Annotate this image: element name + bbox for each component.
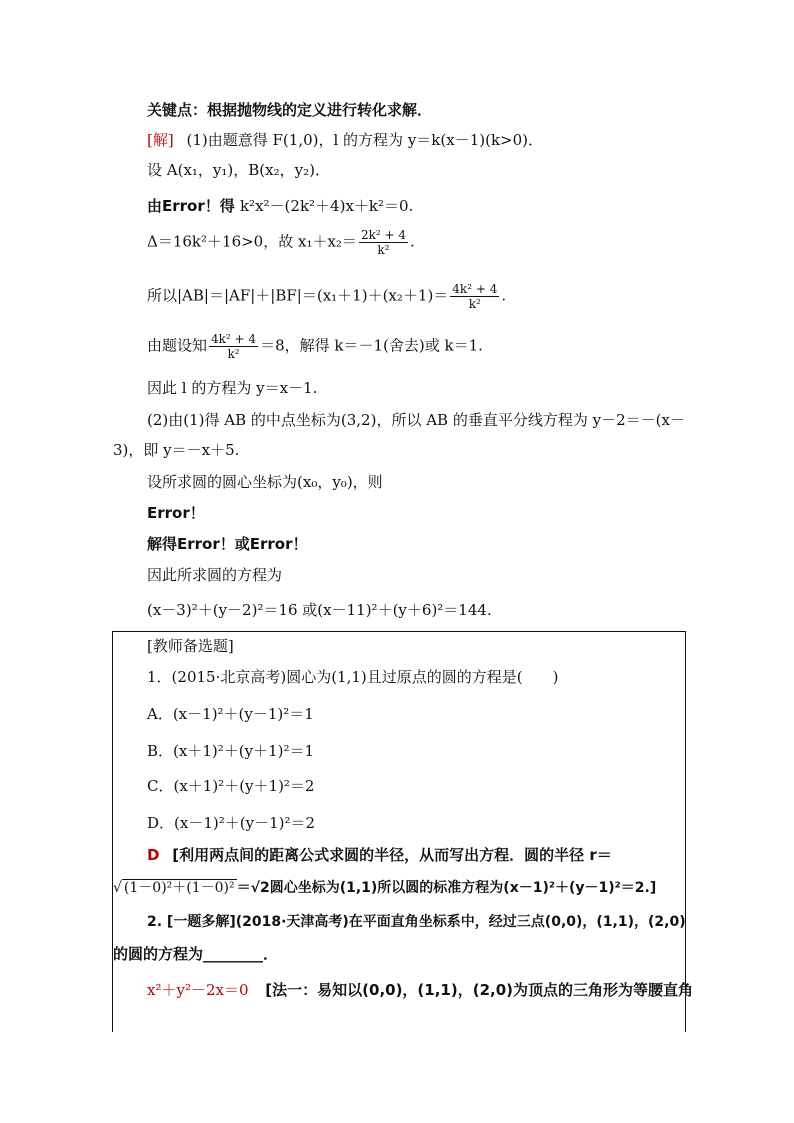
fraction-denominator: k² xyxy=(468,297,481,311)
equation: Δ＝16k²＋16>0，故 x₁＋x₂＝ xyxy=(147,232,357,251)
fraction-denominator: k² xyxy=(377,243,390,257)
fraction-numerator: 4k² + 4 xyxy=(211,332,257,346)
equation: ＝8，解得 k＝－1(舍去)或 k＝1. xyxy=(260,336,483,355)
answer-equation: x²＋y²－2x＝0 xyxy=(147,981,249,999)
equation: 由题设知 xyxy=(147,336,208,355)
equation: 所以|AB|＝|AF|＋|BF|＝(x₁＋1)＋(x₂＋1)＝ xyxy=(147,286,449,305)
option-c: C．(x＋1)²＋(y＋1)²＝2 xyxy=(147,777,315,795)
option-a: A．(x－1)²＋(y－1)²＝1 xyxy=(147,705,314,723)
answer-explanation: [法一：易知以(0,0)，(1,1)，(2,0)为顶点的三角形为等腰直角 xyxy=(265,981,694,999)
solution-line-13: 因此所求圆的方程为 xyxy=(147,566,283,584)
solution-line-5 xyxy=(147,282,506,311)
solution-line-1 xyxy=(147,130,543,150)
solution-line-2: 设 A(x₁，y₁)，B(x₂，y₂)． xyxy=(147,161,330,179)
solution-line-9: 3)，即 y＝－x＋5. xyxy=(113,441,240,459)
solution-line-14: (x－3)²＋(y－2)²＝16 或(x－11)²＋(y＋6)²＝144. xyxy=(147,601,492,619)
solution-line-6 xyxy=(147,332,483,361)
answer-explanation: [利用两点间的距离公式求圆的半径，从而写出方程．圆的半径 r＝ xyxy=(172,846,612,864)
solution-line-8: (2)由(1)得 AB 的中点坐标为(3,2)，所以 AB 的垂直平分线方程为 y－2＝－(x－ xyxy=(147,411,685,429)
fraction xyxy=(450,282,499,311)
solution-line-4 xyxy=(147,228,415,257)
fraction xyxy=(209,332,258,361)
answer-letter: D xyxy=(147,846,160,864)
solution-line-12: 解得Error！或Error！ xyxy=(147,535,308,553)
solution-line-11: Error！ xyxy=(147,504,205,522)
solution-text: (1)由题意得 F(1,0)，l 的方程为 y＝k(x－1)(k>0)． xyxy=(186,131,543,149)
equation: k²x²－(2k²＋4)x＋k²＝0. xyxy=(239,197,414,215)
question-1: 1．(2015·北京高考)圆心为(1,1)且过原点的圆的方程是( ) xyxy=(147,668,559,686)
fraction-denominator: k² xyxy=(227,347,240,361)
answer-1-line-1 xyxy=(147,845,612,865)
error-ref: 由Error！得 xyxy=(147,197,240,215)
punct: . xyxy=(409,232,415,251)
jie-tag: [解] xyxy=(147,131,174,149)
solution-line-3 xyxy=(147,196,413,216)
sqrt-symbol: √ xyxy=(113,880,122,896)
answer-explanation: ＝√2圆心坐标为(1,1)所以圆的标准方程为(x－1)²＋(y－1)²＝2.] xyxy=(236,880,657,896)
fraction-numerator: 4k² + 4 xyxy=(452,282,498,296)
key-point: 关键点：根据抛物线的定义进行转化求解． xyxy=(147,101,433,119)
answer-2-line xyxy=(147,980,693,1000)
solution-line-10: 设所求圆的圆心坐标为(x₀，y₀)，则 xyxy=(147,473,383,491)
fraction xyxy=(359,228,408,257)
sqrt-radicand: (1－0)²＋(1－0)² xyxy=(123,880,235,896)
answer-1-line-2 xyxy=(113,878,656,898)
option-d: D．(x－1)²＋(y－1)²＝2 xyxy=(147,814,316,832)
question-2-line-2: 的圆的方程为________． xyxy=(113,945,279,963)
teacher-box-title: [教师备选题] xyxy=(147,637,234,655)
question-2-line-1: 2. [一题多解](2018·天津高考)在平面直角坐标系中，经过三点(0,0)，(1,1)，(2,0) xyxy=(147,914,686,930)
option-b: B．(x＋1)²＋(y＋1)²＝1 xyxy=(147,742,315,760)
fraction-numerator: 2k² + 4 xyxy=(360,228,406,242)
solution-line-7: 因此 l 的方程为 y＝x－1. xyxy=(147,379,318,397)
punct: . xyxy=(501,286,507,305)
